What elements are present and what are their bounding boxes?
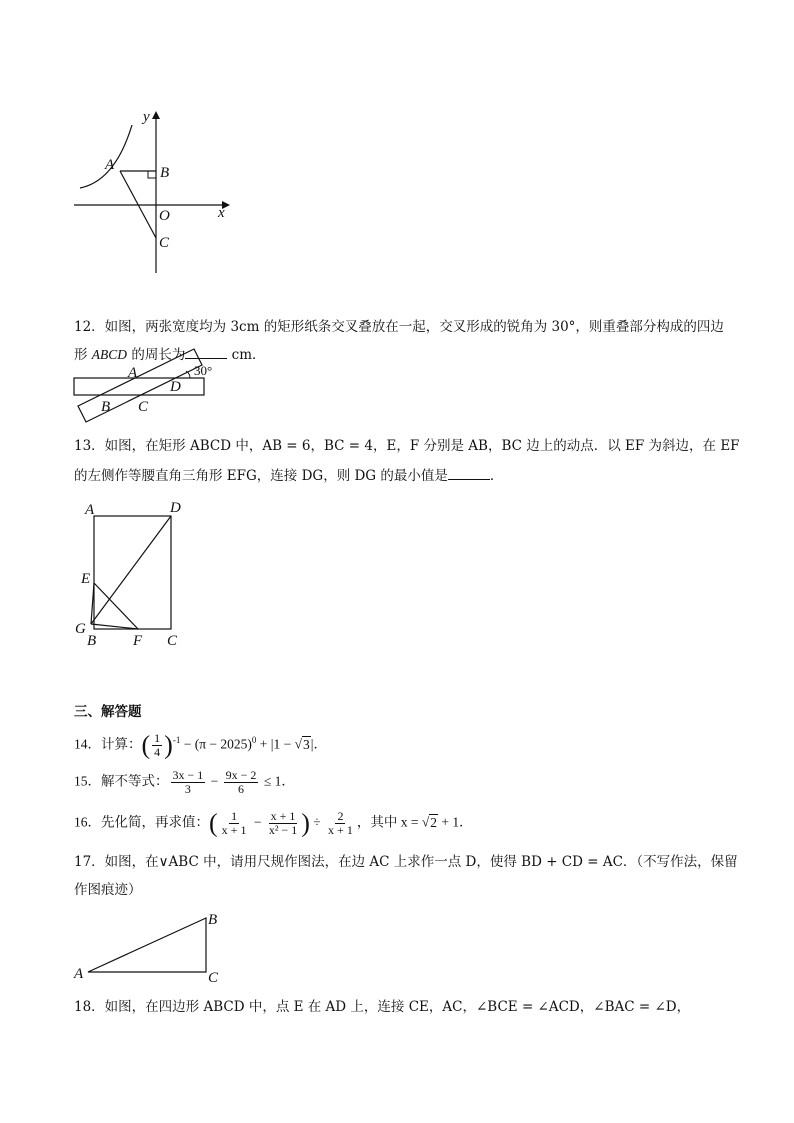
angle-label: 30°: [194, 363, 213, 378]
label-o: O: [159, 208, 170, 224]
q15-line: [74, 769, 295, 796]
label-c: C: [138, 399, 149, 415]
q13-line2-row: [74, 465, 503, 486]
q14-exp1: -1: [172, 735, 181, 745]
q13-line2: 的左侧作等腰直角三角形 EFG，连接 DG，则 DG 的最小值是: [74, 468, 448, 484]
label-e: E: [81, 571, 91, 587]
label-d: D: [170, 500, 181, 516]
q13-answer-blank[interactable]: [448, 465, 490, 480]
label-b: B: [208, 912, 218, 928]
q16-minus: −: [250, 814, 265, 830]
y-axis-arrow: [152, 111, 160, 119]
q17-line2: 作图痕迹）: [74, 882, 142, 898]
q14-prefix: 14．计算：: [74, 736, 142, 752]
q15-f1d: 3: [184, 782, 191, 796]
rectangle-abcd: [94, 516, 171, 629]
label-b: B: [101, 399, 111, 415]
q14-den: 4: [154, 744, 161, 759]
label-a: A: [128, 365, 138, 381]
q15-f1n: 3x − 1: [172, 768, 204, 782]
label-c: C: [208, 970, 219, 986]
label-c: C: [167, 633, 178, 649]
q16-tail1: ，其中 x =: [356, 814, 422, 830]
q17-line1: 17．如图，在∨ABC 中，请用尺规作图法，在边 AC 上求作一点 D，使得 BD + CD = AC．（不写作法，保留: [74, 854, 738, 870]
label-g: G: [75, 621, 86, 637]
q14-line: 14．计算：( $\frac{1}{4}$ )$^{-1} - (\pi - 2025)^0 + |1 - √3|$．: [74, 730, 327, 760]
q14-sqrt: 3: [303, 736, 310, 752]
paren-close: ): [164, 730, 173, 760]
q16-tail2: + 1．: [438, 814, 473, 830]
triangle-abc: [88, 918, 206, 972]
label-y: y: [143, 109, 150, 125]
q15-tail: ≤ 1．: [260, 773, 295, 789]
segment-dg: [91, 516, 171, 624]
label-b: B: [160, 165, 170, 181]
paren-close: ): [301, 808, 310, 838]
q16-frac-a: [220, 810, 249, 837]
q16-frac-b: [267, 810, 299, 837]
label-b: B: [87, 633, 97, 649]
q12-line2-pre: 形: [74, 347, 92, 363]
q14-tail1: + |1 −: [256, 736, 295, 752]
q16-bd: x² − 1: [268, 823, 298, 837]
q16-prefix: 16．先化简，再求值：: [74, 814, 209, 830]
q14-num: 1: [154, 730, 161, 745]
q15-minus: −: [207, 773, 222, 789]
paren-open: (: [141, 730, 151, 760]
q13-line2-post: ．: [489, 468, 504, 484]
q18-line1: 18．如图，在四边形 ABCD 中，点 E 在 AD 上，连接 CE，AC，∠BCE = ∠ACD，∠BAC = ∠D，: [74, 999, 691, 1015]
q14-exp2: 0: [251, 735, 257, 745]
figure-q13: [70, 497, 195, 652]
q16-frac-c: [326, 810, 355, 837]
q16-cd: x + 1: [328, 823, 353, 837]
paren-open: (: [209, 808, 218, 838]
q15-f2d: 6: [238, 782, 245, 796]
label-x: x: [218, 205, 225, 221]
q16-an: 1: [231, 809, 238, 823]
horizontal-strip: [74, 378, 204, 395]
q15-frac1: [171, 769, 206, 796]
q15-f2n: 9x − 2: [225, 768, 257, 782]
q16-sqrt: 2: [430, 814, 437, 830]
q12-var-abcd: ABCD: [91, 347, 128, 362]
figure-q12: [70, 345, 230, 425]
q13-line1: 13．如图，在矩形 ABCD 中，AB = 6，BC = 4，E，F 分别是 AB，BC 边上的动点．以 EF 为斜边，在 EF: [74, 438, 740, 454]
q14-tail2: |．: [310, 736, 327, 752]
q16-line: 16．先化简，再求值：( $\frac{1}{x + 1}$ − $\frac{x + 1}{\text{x² − 1}}$ ) ÷ $\frac{2}{x + 1}$ ，其中 x = √2 + 1．: [74, 808, 473, 838]
label-d: D: [170, 379, 181, 395]
label-a: A: [105, 157, 115, 173]
section-title: 三、解答题: [74, 704, 142, 720]
figure-q17: [70, 908, 230, 988]
q16-ad: x + 1: [221, 823, 247, 837]
label-a: A: [74, 966, 84, 982]
figure-q11: [70, 105, 240, 280]
q16-div: ÷: [309, 814, 325, 830]
segment-gf: [91, 624, 138, 629]
label-a: A: [85, 502, 95, 518]
q16-bn: x + 1: [270, 809, 296, 823]
label-f: F: [133, 633, 143, 649]
q15-prefix: 15．解不等式：: [74, 773, 169, 789]
q15-frac2: [224, 769, 259, 796]
label-c: C: [159, 235, 170, 251]
q14-fraction: [152, 732, 162, 759]
q12-line2-post: cm．: [227, 347, 266, 363]
q16-cn: 2: [337, 809, 344, 823]
right-angle-mark: [148, 171, 156, 178]
q12-line2-mid: 的周长为: [127, 347, 186, 363]
q14-mid: − (π − 2025): [180, 736, 252, 752]
q12-line1: 12．如图，两张宽度均为 3cm 的矩形纸条交叉叠放在一起，交叉形成的锐角为 30°，则重叠部分构成的四边: [74, 319, 724, 335]
